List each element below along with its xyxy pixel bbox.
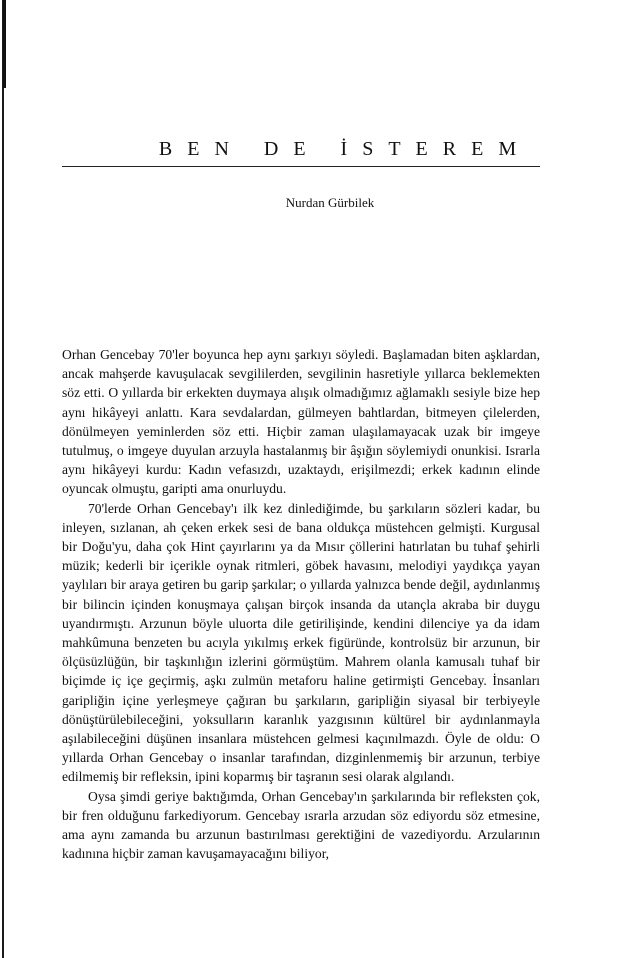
- title-rule: [62, 166, 540, 167]
- page-left-edge-mark: [3, 0, 6, 88]
- article-body: [62, 345, 540, 863]
- article-author: Nurdan Gürbilek: [285, 195, 375, 210]
- article-title: BEN DE İSTEREM: [158, 138, 532, 160]
- paragraph-1: Orhan Gencebay 70'ler boyunca hep aynı şarkıyı söyledi. Başlamadan biten aşklardan, ancak mahşerde kavuşulacak sevgililerden, sevgilinin hasretiyle yıllarca beklemekten söz etti. O yıllarda bir erkekten duymaya alışık olmadığımız ağlamaklı sesiyle bize hep aynı hikâyeyi anlattı. Kara sevdalardan, gülmeyen bahtlardan, bitmeyen çilelerden, dönülmeyen yeminlerden söz etti. Hiçbir zaman ulaşılamayacak uzak bir imgeye tutulmuş, o imgeye duyulan arzuyla hastalanmış bir âşığın söylemiydi onunkisi. Israrla aynı hikâyeyi kurdu: Kadın vefasızdı, uzaktaydı, erişilmezdi; erkek kadının elinde oyuncak olmuştu, garipti ama onurluydu.: [62, 347, 540, 497]
- paragraph-2: 70'lerde Orhan Gencebay'ı ilk kez dinlediğimde, bu şarkıların sözleri kadar, bu inleyen, sızlanan, ah çeken erkek sesi de bana oldukça müstehcen gelmişti. Kurgusal bir Doğu'yu, daha çok Hint çayırlarını ya da Mısır çöllerini hatırlatan bu tuhaf şehirli müzik; kederli bir içerikle oynak ritmleri, göbek havasını, melodiyi yaydıkça yayan yaylıları bir araya getiren bu garip şarkılar; o yıllarda yalnızca bende değil, aydınlanmış bir bilincin içinden konuşmaya çalışan birçok insanda da utançla akraba bir duygu uyandırmıştı. Arzunun böyle uluorta dile getirilişinde, kendini dilenciye ya da idam mahkûmuna benzeten bu acıyla yıkılmış erkek figüründe, kontrolsüz bir arzunun, bir ölçüsüzlüğün, bir taşkınlığın izlerini görmüştüm. Mahrem olanla kamusalı tuhaf bir biçimde iç içe geçirmiş, aşkı zulmün metaforu haline getirmişti Gencebay. İnsanları garipliğin içine yerleşmeye çağıran bu şarkıların, garipliğin siyasal bir terbiyeyle dönüştürülebileceğini, yoksulların karanlık yazgısının kültürel bir aydınlanmayla aşılabileceğini düşünen insanlara müstehcen gelmesi kaçınılmazdı. Öyle de oldu: O yıllarda Orhan Gencebay o insanlar tarafından, dizginlenmemiş bir arzunun, terbiye edilmemiş bir refleksin, ipini koparmış bir taşranın sesi olarak algılandı.: [62, 500, 540, 785]
- page-left-edge: [2, 0, 4, 958]
- paragraph-3: Oysa şimdi geriye baktığımda, Orhan Gencebay'ın şarkılarında bir refleksten çok, bir fren olduğunu farkediyorum. Gencebay ısrarla arzudan söz ediyordu söz etmesine, ama aynı zamanda bu arzunun bastırılması gerektiğini de vazediyordu. Arzularının kadınına hiçbir zaman kavuşamayacağını biliyor,: [62, 788, 540, 862]
